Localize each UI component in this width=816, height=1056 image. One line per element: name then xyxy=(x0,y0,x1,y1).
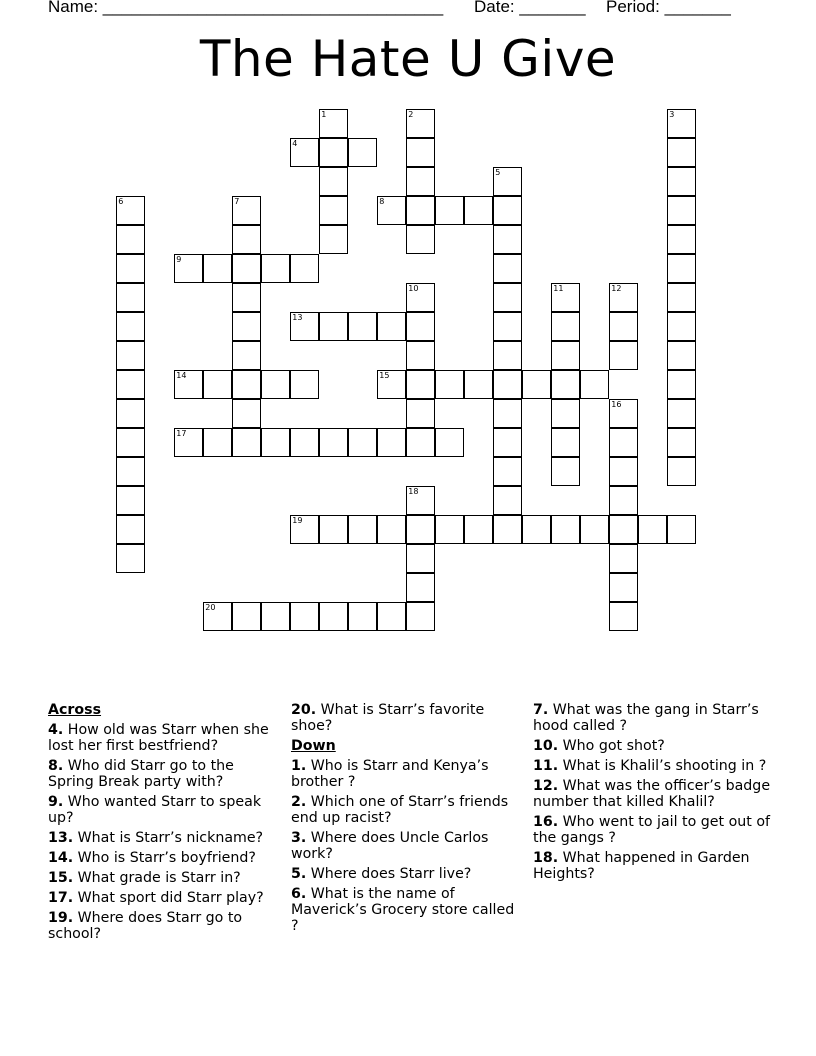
crossword-cell[interactable] xyxy=(406,573,435,602)
crossword-cell[interactable] xyxy=(435,428,464,457)
clue-number: 1. xyxy=(291,758,307,774)
crossword-cell[interactable] xyxy=(319,602,348,631)
crossword-cell[interactable] xyxy=(493,283,522,312)
crossword-cell[interactable] xyxy=(522,515,551,544)
cell-number: 14 xyxy=(176,371,187,381)
cell-number: 19 xyxy=(292,516,303,526)
clue-down-11 xyxy=(533,758,773,774)
crossword-cell[interactable] xyxy=(551,515,580,544)
crossword-cell[interactable] xyxy=(435,196,464,225)
clue-across-17 xyxy=(48,890,283,906)
crossword-cell[interactable] xyxy=(174,428,203,457)
crossword-cell[interactable] xyxy=(493,515,522,544)
crossword-cell[interactable] xyxy=(319,196,348,225)
crossword-cell[interactable] xyxy=(377,196,406,225)
clue-text: Where does Starr live? xyxy=(310,866,472,882)
crossword-cell[interactable] xyxy=(493,225,522,254)
crossword-cell[interactable] xyxy=(348,602,377,631)
crossword-cell[interactable] xyxy=(406,399,435,428)
clue-number: 8. xyxy=(48,758,64,774)
crossword-cell[interactable] xyxy=(116,515,145,544)
clue-number: 3. xyxy=(291,830,307,846)
crossword-cell[interactable] xyxy=(609,399,638,428)
clue-text: Who wanted Starr to speak up? xyxy=(48,794,262,826)
crossword-cell[interactable] xyxy=(406,196,435,225)
clue-down-18 xyxy=(533,850,773,882)
clue-number: 12. xyxy=(533,778,559,794)
crossword-cell[interactable] xyxy=(435,370,464,399)
crossword-cell[interactable] xyxy=(116,254,145,283)
crossword-cell[interactable] xyxy=(551,457,580,486)
clue-text: What grade is Starr in? xyxy=(77,870,241,886)
clue-down-7 xyxy=(533,702,773,734)
crossword-cell[interactable] xyxy=(116,225,145,254)
clue-text: Which one of Starr’s friends end up racist? xyxy=(291,794,509,826)
crossword-cell[interactable] xyxy=(116,399,145,428)
crossword-cell[interactable] xyxy=(116,457,145,486)
crossword-cell[interactable] xyxy=(116,428,145,457)
crossword-cell[interactable] xyxy=(667,457,696,486)
crossword-cell[interactable] xyxy=(406,544,435,573)
clue-down-10 xyxy=(533,738,773,754)
crossword-cell[interactable] xyxy=(667,312,696,341)
crossword-cell[interactable] xyxy=(609,544,638,573)
crossword-cell[interactable] xyxy=(464,370,493,399)
cell-number: 8 xyxy=(379,197,385,207)
clue-number: 17. xyxy=(48,890,74,906)
crossword-cell[interactable] xyxy=(116,370,145,399)
crossword-cell[interactable] xyxy=(377,602,406,631)
clue-down-3 xyxy=(291,830,526,862)
crossword-cell[interactable] xyxy=(116,196,145,225)
clue-text: Where does Uncle Carlos work? xyxy=(291,830,489,862)
clue-text: What was the officer’s badge number that killed Khalil? xyxy=(533,778,771,810)
crossword-cell[interactable] xyxy=(551,312,580,341)
clue-number: 20. xyxy=(291,702,317,718)
crossword-cell[interactable] xyxy=(116,283,145,312)
cell-number: 7 xyxy=(234,197,240,207)
crossword-cell[interactable] xyxy=(406,225,435,254)
cell-number: 16 xyxy=(611,400,622,410)
cell-number: 3 xyxy=(669,110,675,120)
clue-number: 10. xyxy=(533,738,559,754)
clue-across-8 xyxy=(48,758,283,790)
cell-number: 11 xyxy=(553,284,564,294)
crossword-cell[interactable] xyxy=(261,428,290,457)
crossword-cell[interactable] xyxy=(348,515,377,544)
crossword-cell[interactable] xyxy=(406,370,435,399)
crossword-cell[interactable] xyxy=(290,602,319,631)
clue-across-15 xyxy=(48,870,283,886)
clue-text: Who is Starr’s boyfriend? xyxy=(77,850,256,866)
cell-number: 4 xyxy=(292,139,298,149)
clue-text: Who did Starr go to the Spring Break party with? xyxy=(48,758,234,790)
crossword-cell[interactable] xyxy=(348,428,377,457)
cell-number: 2 xyxy=(408,110,414,120)
crossword-cell[interactable] xyxy=(493,486,522,515)
clue-text: What is the name of Maverick’s Grocery store called ? xyxy=(291,886,515,934)
crossword-cell[interactable] xyxy=(580,515,609,544)
crossword-cell[interactable] xyxy=(493,254,522,283)
clue-number: 2. xyxy=(291,794,307,810)
crossword-cell[interactable] xyxy=(232,428,261,457)
crossword-cell[interactable] xyxy=(667,138,696,167)
down-heading: Down xyxy=(291,738,336,754)
clues-column-2 xyxy=(291,702,526,938)
crossword-cell[interactable] xyxy=(406,283,435,312)
crossword-cell[interactable] xyxy=(551,428,580,457)
crossword-cell[interactable] xyxy=(551,399,580,428)
crossword-cell[interactable] xyxy=(667,428,696,457)
crossword-cell[interactable] xyxy=(232,225,261,254)
clue-text: Who is Starr and Kenya’s brother ? xyxy=(291,758,489,790)
name-field[interactable]: Name: ____________________________________ xyxy=(48,0,444,16)
crossword-cell[interactable] xyxy=(319,109,348,138)
crossword-cell[interactable] xyxy=(609,486,638,515)
across-heading: Across xyxy=(48,702,102,718)
cell-number: 20 xyxy=(205,603,216,613)
crossword-cell[interactable] xyxy=(319,167,348,196)
crossword-cell[interactable] xyxy=(232,254,261,283)
cell-number: 12 xyxy=(611,284,622,294)
crossword-cell[interactable] xyxy=(609,341,638,370)
cell-number: 10 xyxy=(408,284,419,294)
crossword-cell[interactable] xyxy=(406,428,435,457)
clue-number: 4. xyxy=(48,722,64,738)
clue-down-2 xyxy=(291,794,526,826)
clue-text: What sport did Starr play? xyxy=(77,890,264,906)
crossword-cell[interactable] xyxy=(319,312,348,341)
crossword-cell[interactable] xyxy=(435,515,464,544)
cell-number: 5 xyxy=(495,168,501,178)
crossword-cell[interactable] xyxy=(290,254,319,283)
crossword-cell[interactable] xyxy=(609,602,638,631)
clue-text: What is Starr’s favorite shoe? xyxy=(291,702,485,734)
clue-number: 15. xyxy=(48,870,74,886)
clue-number: 18. xyxy=(533,850,559,866)
crossword-cell[interactable] xyxy=(232,602,261,631)
crossword-cell[interactable] xyxy=(261,602,290,631)
crossword-cell[interactable] xyxy=(609,428,638,457)
crossword-cell[interactable] xyxy=(609,312,638,341)
cell-number: 17 xyxy=(176,429,187,439)
clue-text: Who went to jail to get out of the gangs ? xyxy=(533,814,771,846)
crossword-cell[interactable] xyxy=(203,254,232,283)
crossword-cell[interactable] xyxy=(406,515,435,544)
crossword-cell[interactable] xyxy=(667,399,696,428)
crossword-cell[interactable] xyxy=(232,341,261,370)
clue-number: 14. xyxy=(48,850,74,866)
clue-text: How old was Starr when she lost her first bestfriend? xyxy=(48,722,269,754)
crossword-cell[interactable] xyxy=(493,312,522,341)
crossword-cell[interactable] xyxy=(667,283,696,312)
crossword-cell[interactable] xyxy=(667,109,696,138)
clue-across-20 xyxy=(291,702,526,734)
crossword-cell[interactable] xyxy=(174,370,203,399)
clue-text: What is Khalil’s shooting in ? xyxy=(562,758,767,774)
clues-column-3 xyxy=(533,702,773,886)
clue-down-1 xyxy=(291,758,526,790)
clue-text: What is Starr’s nickname? xyxy=(77,830,264,846)
crossword-cell[interactable] xyxy=(232,370,261,399)
crossword-cell[interactable] xyxy=(116,341,145,370)
crossword-cell[interactable] xyxy=(261,254,290,283)
crossword-cell[interactable] xyxy=(377,312,406,341)
crossword-cell[interactable] xyxy=(406,602,435,631)
period-field[interactable]: Period: _______ xyxy=(606,0,731,16)
cell-number: 15 xyxy=(379,371,390,381)
clue-number: 19. xyxy=(48,910,74,926)
crossword-cell[interactable] xyxy=(232,283,261,312)
clue-down-6 xyxy=(291,886,526,934)
clue-text: Where does Starr go to school? xyxy=(48,910,243,942)
crossword-cell[interactable] xyxy=(667,370,696,399)
crossword-cell[interactable] xyxy=(667,254,696,283)
clue-text: What was the gang in Starr’s hood called ? xyxy=(533,702,759,734)
crossword-cell[interactable] xyxy=(203,428,232,457)
crossword-cell[interactable] xyxy=(667,341,696,370)
clue-across-9 xyxy=(48,794,283,826)
crossword-cell[interactable] xyxy=(464,196,493,225)
crossword-cell[interactable] xyxy=(377,515,406,544)
crossword-cell[interactable] xyxy=(493,370,522,399)
crossword-cell[interactable] xyxy=(319,138,348,167)
crossword-cell[interactable] xyxy=(116,544,145,573)
cell-number: 13 xyxy=(292,313,303,323)
cell-number: 18 xyxy=(408,487,419,497)
crossword-cell[interactable] xyxy=(232,196,261,225)
crossword-cell[interactable] xyxy=(406,109,435,138)
clue-down-5 xyxy=(291,866,526,882)
crossword-cell[interactable] xyxy=(406,138,435,167)
cell-number: 6 xyxy=(118,197,124,207)
crossword-cell[interactable] xyxy=(493,428,522,457)
crossword-cell[interactable] xyxy=(551,341,580,370)
crossword-cell[interactable] xyxy=(493,457,522,486)
clue-number: 16. xyxy=(533,814,559,830)
clue-across-4 xyxy=(48,722,283,754)
crossword-cell[interactable] xyxy=(377,370,406,399)
crossword-cell[interactable] xyxy=(406,167,435,196)
crossword-cell[interactable] xyxy=(667,515,696,544)
crossword-cell[interactable] xyxy=(667,196,696,225)
crossword-cell[interactable] xyxy=(667,167,696,196)
crossword-cell[interactable] xyxy=(493,341,522,370)
crossword-cell[interactable] xyxy=(348,312,377,341)
crossword-cell[interactable] xyxy=(232,399,261,428)
crossword-cell[interactable] xyxy=(609,457,638,486)
page-title: The Hate U Give xyxy=(199,30,617,88)
clue-text: Who got shot? xyxy=(562,738,665,754)
crossword-cell[interactable] xyxy=(638,515,667,544)
crossword-cell[interactable] xyxy=(174,254,203,283)
cell-number: 1 xyxy=(321,110,327,120)
crossword-cell[interactable] xyxy=(406,341,435,370)
crossword-cell[interactable] xyxy=(522,370,551,399)
crossword-cell[interactable] xyxy=(290,515,319,544)
crossword-cell[interactable] xyxy=(261,370,290,399)
crossword-cell[interactable] xyxy=(493,399,522,428)
crossword-cell[interactable] xyxy=(667,225,696,254)
clue-text: What happened in Garden Heights? xyxy=(533,850,750,882)
crossword-cell[interactable] xyxy=(116,486,145,515)
crossword-cell[interactable] xyxy=(551,283,580,312)
crossword-cell[interactable] xyxy=(609,573,638,602)
crossword-cell[interactable] xyxy=(290,312,319,341)
crossword-cell[interactable] xyxy=(290,138,319,167)
crossword-cell[interactable] xyxy=(203,602,232,631)
clue-number: 13. xyxy=(48,830,74,846)
crossword-cell[interactable] xyxy=(116,312,145,341)
clues-column-1 xyxy=(48,702,283,946)
crossword-cell[interactable] xyxy=(609,283,638,312)
clue-across-19 xyxy=(48,910,283,942)
crossword-cell[interactable] xyxy=(609,515,638,544)
clue-number: 6. xyxy=(291,886,307,902)
crossword-cell[interactable] xyxy=(406,312,435,341)
crossword-cell[interactable] xyxy=(232,312,261,341)
crossword-cell[interactable] xyxy=(203,370,232,399)
clue-down-12 xyxy=(533,778,773,810)
crossword-cell[interactable] xyxy=(493,167,522,196)
cell-number: 9 xyxy=(176,255,182,265)
crossword-cell[interactable] xyxy=(319,225,348,254)
clue-number: 9. xyxy=(48,794,64,810)
crossword-cell[interactable] xyxy=(551,370,580,399)
clue-number: 11. xyxy=(533,758,559,774)
crossword-cell[interactable] xyxy=(290,428,319,457)
crossword-cell[interactable] xyxy=(464,515,493,544)
date-field[interactable]: Date: _______ xyxy=(474,0,586,16)
crossword-cell[interactable] xyxy=(493,196,522,225)
crossword-cell[interactable] xyxy=(319,428,348,457)
clue-down-16 xyxy=(533,814,773,846)
crossword-cell[interactable] xyxy=(319,515,348,544)
crossword-cell[interactable] xyxy=(290,370,319,399)
clue-across-13 xyxy=(48,830,283,846)
crossword-cell[interactable] xyxy=(377,428,406,457)
crossword-cell[interactable] xyxy=(406,486,435,515)
crossword-cell[interactable] xyxy=(580,370,609,399)
clue-number: 7. xyxy=(533,702,549,718)
crossword-cell[interactable] xyxy=(348,138,377,167)
clue-across-14 xyxy=(48,850,283,866)
clue-number: 5. xyxy=(291,866,307,882)
